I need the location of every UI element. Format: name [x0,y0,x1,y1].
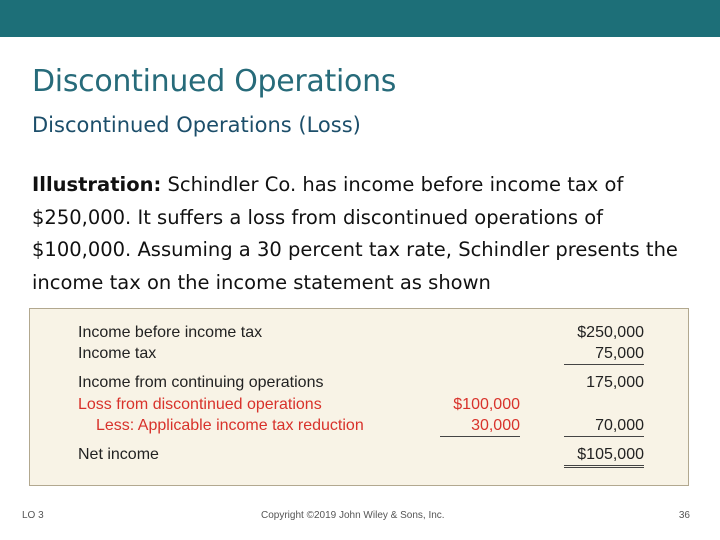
statement-row-tax-reduction [30,416,688,436]
row-label: Less: Applicable income tax reduction [96,417,364,434]
row-label: Income before income tax [78,324,263,341]
page-number: 36 [678,510,690,521]
slide-subtitle: Discontinued Operations (Loss) [32,113,361,137]
copyright-notice: Copyright ©2019 John Wiley & Sons, Inc. [261,510,445,521]
statement-row-income-before-tax [30,323,688,343]
row-subtotal-value: $100,000 [453,396,520,413]
illustration-text: Schindler Co. has income before income tax of $250,000. It suffers a loss from discontinued operations of $100,000. Assuming a 30 percent tax rate, Schindler presents the income tax on the income statement as shown [32,173,678,294]
row-total-value: 175,000 [586,374,644,391]
row-total-value: $105,000 [564,445,644,468]
row-total-value: 70,000 [564,416,644,437]
statement-row-net-income [30,445,688,465]
statement-row-continuing-ops [30,373,688,393]
income-statement-table [29,308,689,486]
slide-title: Discontinued Operations [32,64,397,99]
row-label: Income tax [78,345,157,362]
row-label: Net income [78,446,159,463]
row-label: Loss from discontinued operations [78,396,322,413]
illustration-label: Illustration: [32,173,162,196]
illustration-paragraph [32,169,692,299]
header-bar [0,0,720,37]
row-subtotal-value: 30,000 [440,416,520,437]
row-total-value: $250,000 [577,324,644,341]
learning-objective-label: LO 3 [22,510,44,521]
statement-row-income-tax [30,344,688,364]
row-total-value: 75,000 [564,344,644,365]
statement-row-discontinued-loss [30,395,688,415]
row-label: Income from continuing operations [78,374,324,391]
